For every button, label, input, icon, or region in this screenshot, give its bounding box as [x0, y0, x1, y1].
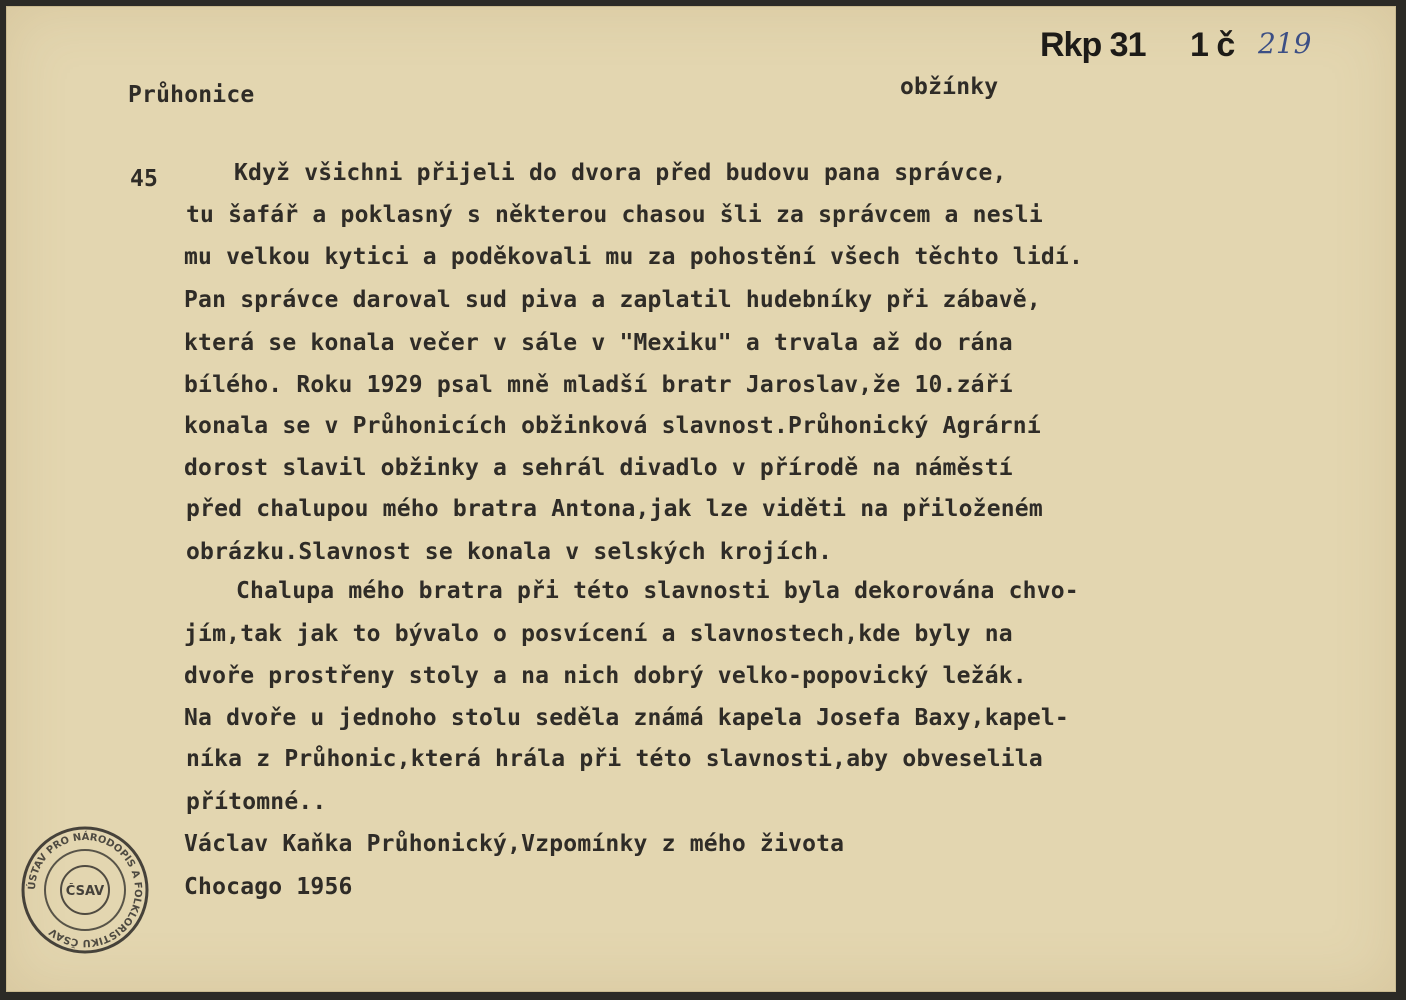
text-line: tu šafář a poklasný s některou chasou šli za správcem a nesli [186, 202, 1043, 228]
text-line: která se konala večer v sále v "Mexiku" a trvala až do rána [184, 330, 1013, 356]
institution-stamp [14, 825, 156, 955]
place-heading: Průhonice [128, 82, 255, 108]
handwritten-number: 219 [1258, 27, 1312, 60]
shelfmark-suffix: 1 č [1190, 26, 1235, 64]
text-line: Na dvoře u jednoho stolu seděla známá kapela Josefa Baxy,kapel- [184, 705, 1069, 731]
text-line: mu velkou kytici a poděkovali mu za pohostění všech těchto lidí. [184, 244, 1084, 270]
source-author-work: Václav Kaňka Průhonický,Vzpomínky z mého života [184, 831, 845, 857]
text-line: Pan správce daroval sud piva a zaplatil hudebníky při zábavě, [184, 287, 1041, 313]
text-line: bílého. Roku 1929 psal mně mladší bratr Jaroslav,že 10.září [184, 372, 1013, 398]
text-line: obrázku.Slavnost se konala v selských krojích. [186, 539, 833, 565]
stamp-center-text: ČSAV [65, 884, 105, 899]
entry-number: 45 [130, 166, 159, 192]
text-line: dvoře prostřeny stoly a na nich dobrý velko-popovický ležák. [184, 663, 1027, 689]
text-line: níka z Průhonic,která hrála při této slavnosti,aby obveselila [186, 746, 1043, 772]
text-line: jím,tak jak to bývalo o posvícení a slavnostech,kde byly na [184, 621, 1013, 647]
text-line: přítomné.. [186, 789, 327, 815]
text-line: dorost slavil obžinky a sehrál divadlo v přírodě na náměstí [184, 455, 1013, 481]
stamp-ring-text: ÚSTAV PRO NÁRODOPIS A FOLKLORISTIKU ČSAV [26, 831, 144, 949]
topic-heading: obžínky [900, 74, 999, 100]
source-place-year: Chocago 1956 [184, 874, 353, 900]
shelfmark: Rkp 31 [1040, 26, 1146, 64]
text-line: konala se v Průhonicích obžinková slavnost.Průhonický Agrární [184, 413, 1041, 439]
text-line: před chalupou mého bratra Antona,jak lze viděti na přiloženém [186, 496, 1043, 522]
text-line: Když všichni přijeli do dvora před budovu pana správce, [234, 160, 1007, 186]
text-line: Chalupa mého bratra při této slavnosti byla dekorována chvo- [236, 578, 1079, 604]
